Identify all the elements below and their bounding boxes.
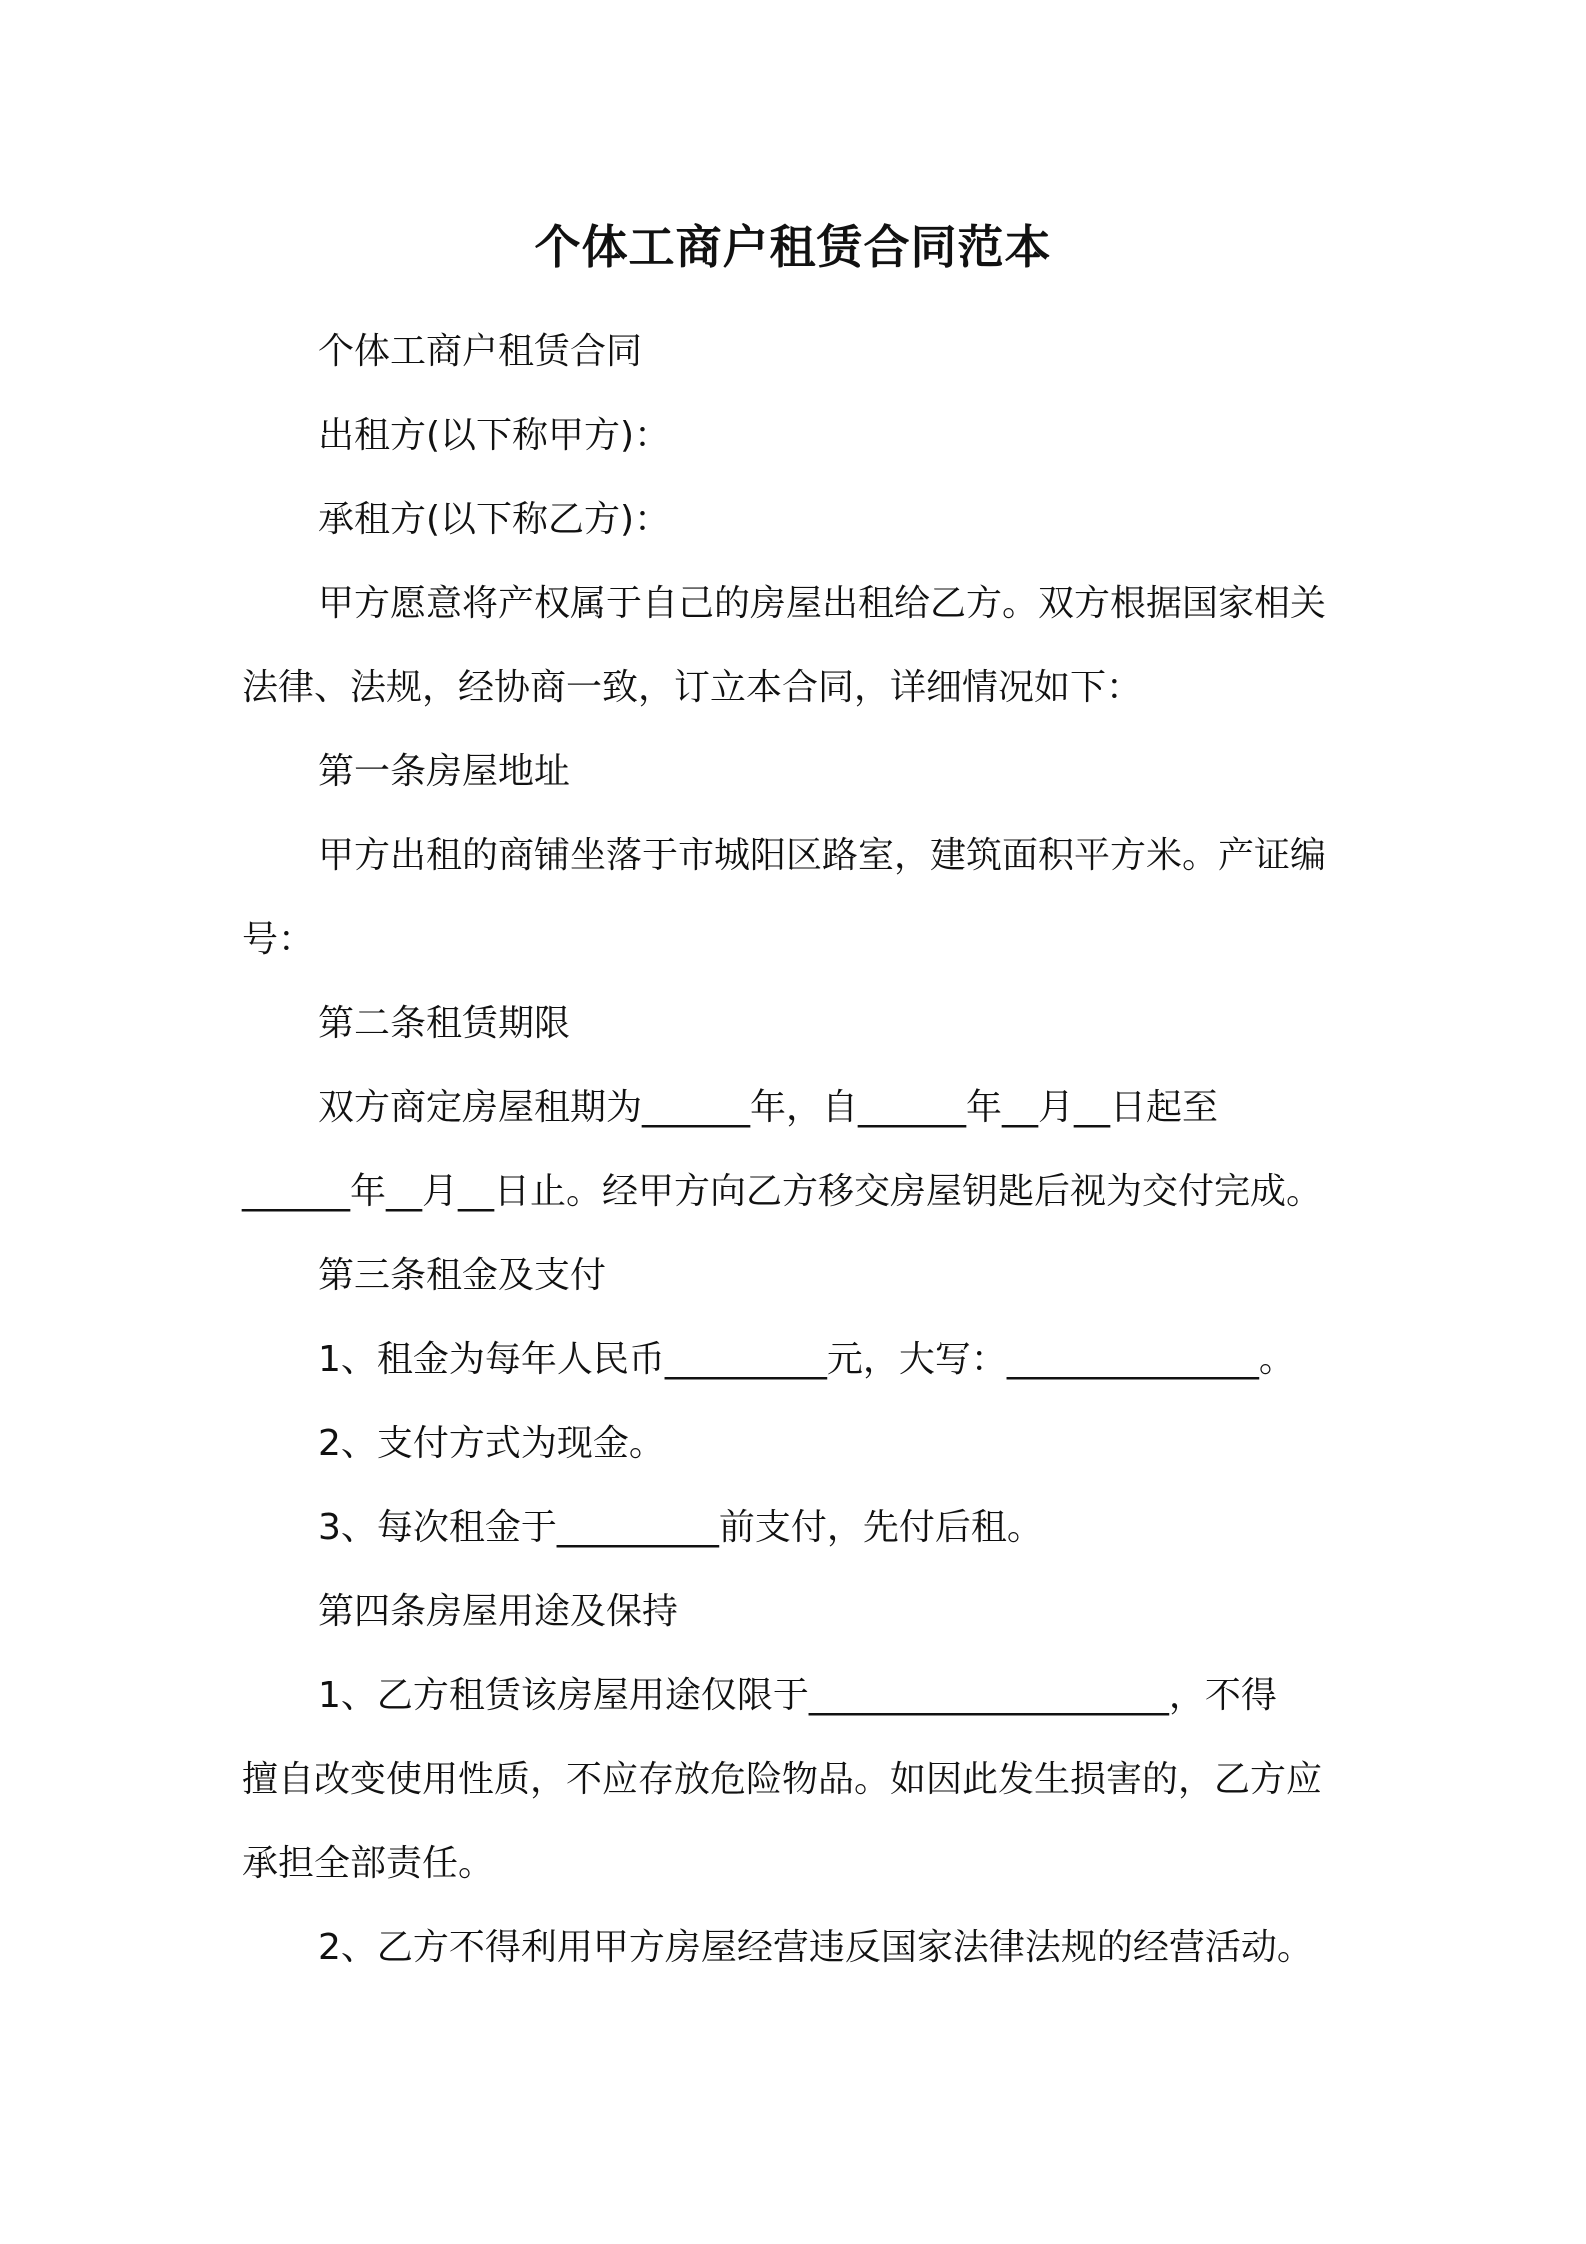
article-3-heading: 第三条租金及支付	[318, 1255, 607, 1296]
preamble-line-1: 甲方愿意将产权属于自己的房屋出租给乙方。双方根据国家相关	[318, 583, 1327, 624]
article-4-item-1-line-2: 擅自改变使用性质，不应存放危险物品。如因此发生损害的，乙方应	[242, 1759, 1323, 1800]
contract-heading: 个体工商户租赁合同	[318, 331, 643, 372]
article-1-heading: 第一条房屋地址	[318, 751, 571, 792]
lessee-line: 承租方(以下称乙方)：	[318, 499, 671, 540]
article-4-item-1-line-3: 承担全部责任。	[242, 1843, 495, 1884]
article-1-line-1: 甲方出租的商铺坐落于市城阳区路室，建筑面积平方米。产证编	[318, 835, 1327, 876]
article-4-item-2: 2、乙方不得利用甲方房屋经营违反国家法律法规的经营活动。	[318, 1927, 1313, 1968]
article-3-item-1: 1、租金为每年人民币_________元，大写：______________。	[318, 1339, 1295, 1380]
article-2-heading: 第二条租赁期限	[318, 1003, 571, 1044]
article-4-item-1-line-1: 1、乙方租赁该房屋用途仅限于____________________，不得	[318, 1675, 1277, 1716]
article-2-line-2: ______年__月__日止。经甲方向乙方移交房屋钥匙后视为交付完成。	[242, 1171, 1323, 1212]
article-2-line-1: 双方商定房屋租期为______年，自______年__月__日起至	[318, 1087, 1219, 1128]
article-3-item-2: 2、支付方式为现金。	[318, 1423, 665, 1464]
article-4-heading: 第四条房屋用途及保持	[318, 1591, 679, 1632]
article-1-line-2: 号：	[242, 919, 315, 960]
lessor-line: 出租方(以下称甲方)：	[318, 415, 671, 456]
article-3-item-3: 3、每次租金于_________前支付，先付后租。	[318, 1507, 1043, 1548]
preamble-line-2: 法律、法规，经协商一致，订立本合同，详细情况如下：	[242, 667, 1143, 708]
document-title: 个体工商户租赁合同范本	[534, 220, 1052, 274]
